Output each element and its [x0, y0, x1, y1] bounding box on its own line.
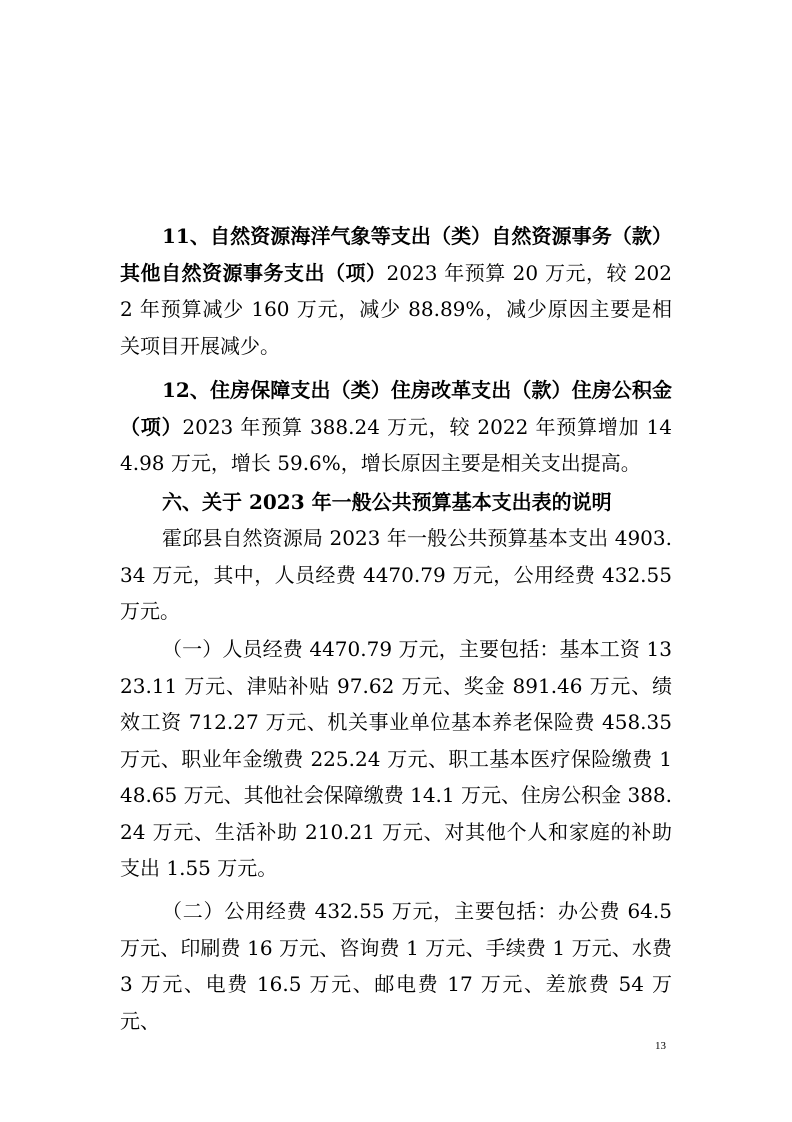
- page-number: 13: [655, 1040, 666, 1052]
- item-11-text: 2023 年预算 20 万元，较 2022 年预算减少 160 万元，减少 88.89%，减少原因主要是相关项目开展减少。: [120, 260, 673, 358]
- section-heading-six: 六、关于 2023 年一般公共预算基本支出表的说明: [162, 490, 612, 514]
- item-11-heading: 11、自然资源海洋气象等支出（类）自然资源事务（款）其他自然资源事务支出（项）: [120, 224, 672, 285]
- item-12-text: 2023 年预算 388.24 万元，较 2022 年预算增加 144.98 万元，增长 59.6%，增长原因主要是相关支出提高。: [120, 414, 672, 475]
- public-expenses-paragraph: （二）公用经费 432.55 万元，主要包括：办公费 64.5 万元、印刷费 16 万元、咨询费 1 万元、手续费 1 万元、水费 3 万元、电费 16.5 万元、邮电费 17 万元、差旅费 54 万元、: [120, 899, 672, 1033]
- paragraph-item-11: [120, 218, 672, 364]
- item-12-heading: 12、住房保障支出（类）住房改革支出（款）住房公积金（项）: [120, 378, 672, 439]
- basic-expenditure-summary: 霍邱县自然资源局 2023 年一般公共预算基本支出 4903.34 万元，其中，人员经费 4470.79 万元，公用经费 432.55 万元。: [120, 526, 672, 623]
- personnel-expenses-paragraph: （一）人员经费 4470.79 万元，主要包括：基本工资 1323.11 万元、津贴补贴 97.62 万元、奖金 891.46 万元、绩效工资 712.27 万元、机关事业单位基本养老保险费 458.35 万元、职业年金缴费 225.24 万元、职工基本医疗保险缴费 148.65 万元、其他社会保障缴费 14.1 万元、住房公积金 388.24 万元、生活补助 210.21 万元、对其他个人和家庭的补助支出 1.55 万元。: [120, 637, 672, 880]
- paragraph-item-12: [120, 372, 672, 482]
